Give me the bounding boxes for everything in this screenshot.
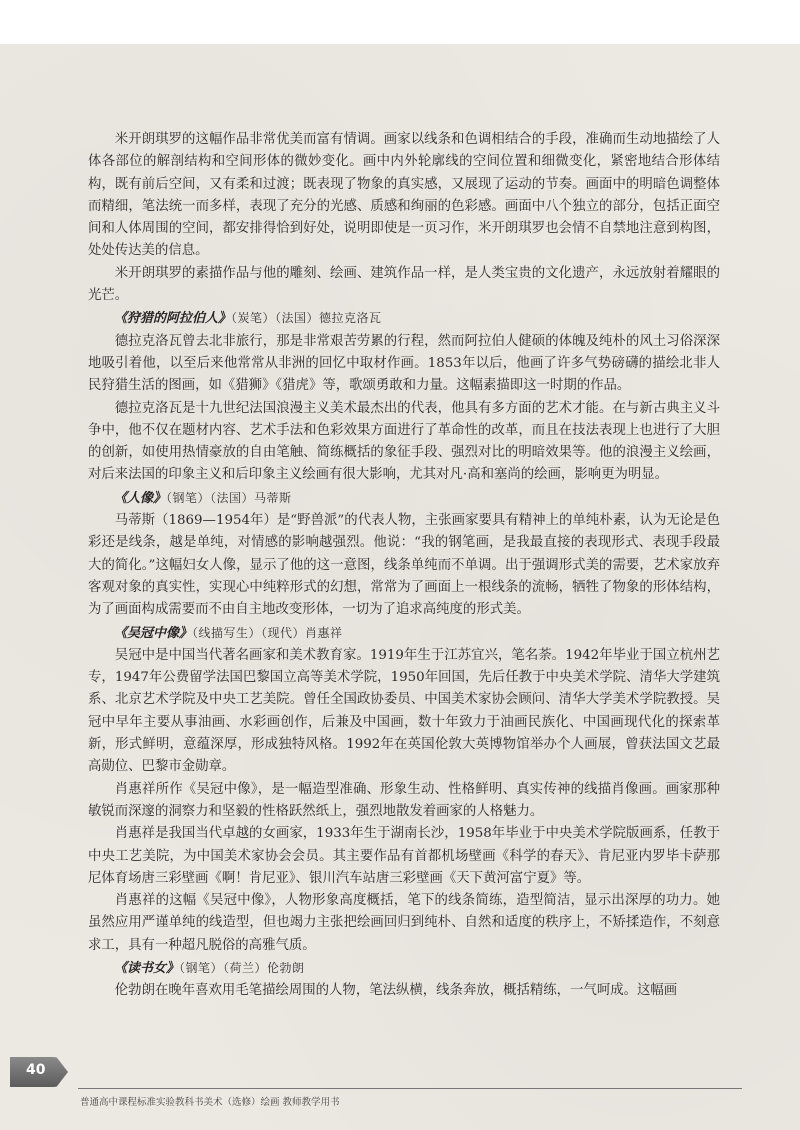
paragraph: 米开朗琪罗的素描作品与他的雕刻、绘画、建筑作品一样，是人类宝贵的文化遗产，永远放射着耀眼的光芒。	[88, 265, 720, 304]
paragraph: 德拉克洛瓦是十九世纪法国浪漫主义美术最杰出的代表，他具有多方面的艺术才能。在与新古典主义斗争中，他不仅在题材内容、艺术手法和色彩效果方面进行了革命性的改革，而且在技法表现上也进行了大胆的创新，如使用热情豪放的自由笔触、简练概括的象征手段、强烈对比的明暗效果等。他的浪漫主义绘画，对后来法国的印象主义和后印象主义绘画有很大影响，尤其对凡·高和塞尚的绘画，影响更为明显。	[88, 400, 720, 483]
footer-book-title: 普通高中课程标准实验教科书美术（选修）绘画 教师教学用书	[80, 1097, 340, 1108]
artwork-meta: （线描写生）（现代）肖惠祥	[192, 625, 343, 640]
page-number: 40	[26, 1062, 46, 1078]
paragraph: 马蒂斯（1869—1954年）是“野兽派”的代表人物，主张画家要具有精神上的单纯朴素，认为无论是色彩还是线条，越是单纯，对情感的影响越强烈。他说：“我的钢笔画，是我最直接的表现形式、表现手段最大的简化。”这幅妇女人像，显示了他的这一意图，线条单纯而不单调。出于强调形式美的需要，艺术家放弃客观对象的真实性，实现心中纯粹形式的幻想，常常为了画面上一根线条的流畅，牺牲了物象的形体结构，为了画面构成需要而不由自主地改变形体，一切为了追求高纯度的形式美。	[88, 513, 720, 618]
artwork-title: 《狩猎的阿拉伯人》	[114, 311, 232, 327]
artwork-meta: （炭笔）（法国）德拉克洛瓦	[231, 311, 382, 326]
paragraph: 肖惠祥是我国当代卓越的女画家，1933年生于湖南长沙，1958年毕业于中央美术学院版画系，任教于中央工艺美院，为中国美术家协会会员。其主要作品有首都机场壁画《科学的春天》、肯尼亚内罗毕卡萨那尼体育场唐三彩壁画《啊！肯尼亚》、银川汽车站唐三彩壁画《天下黄河富宁夏》等。	[88, 826, 720, 886]
artwork-heading	[88, 957, 720, 980]
paragraph: 肖惠祥所作《吴冠中像》，是一幅造型准确、形象生动、性格鲜明、真实传神的线描肖像画。画家那种敏锐而深邃的洞察力和坚毅的性格跃然纸上，强烈地散发着画家的人格魅力。	[88, 781, 720, 819]
footer-rule	[78, 1088, 742, 1089]
paragraph: 肖惠祥的这幅《吴冠中像》，人物形象高度概括，笔下的线条简练，造型简洁，显示出深厚的功力。她虽然应用严谨单纯的线造型，但也竭力主张把绘画回归到纯朴、自然和适度的秩序上，不矫揉造作，不刻意求工，具有一种超凡脱俗的高雅气质。	[88, 893, 720, 953]
artwork-title: 《人像》	[114, 490, 167, 506]
artwork-meta: （钢笔）（法国）马蒂斯	[166, 490, 292, 505]
artwork-title: 《读书女》	[114, 960, 180, 976]
artwork-heading	[88, 487, 720, 510]
paragraph: 吴冠中是中国当代著名画家和美术教育家。1919年生于江苏宜兴，笔名荼。1942年毕业于国立杭州艺专，1947年公费留学法国巴黎国立高等美术学院，1950年回国，先后任教于中央美术学院、清华大学建筑系、北京艺术学院及中央工艺美院。曾任全国政协委员、中国美术家协会顾问、清华大学美术学院教授。吴冠中早年主要从事油画、水彩画创作，后兼及中国画，数十年致力于油画民族化、中国画现代化的探索革新，形式鲜明，意蕴深厚，形成独特风格。1992年在英国伦敦大英博物馆举办个人画展，曾获法国文艺最高勋位、巴黎市金勋章。	[88, 647, 720, 775]
artwork-heading	[88, 622, 720, 645]
artwork-heading	[88, 307, 720, 330]
paragraph: 伦勃朗在晚年喜欢用毛笔描绘周围的人物，笔法纵横，线条奔放，概括精练，一气呵成。这幅画	[114, 983, 678, 999]
page-body	[88, 129, 720, 1003]
paragraph: 德拉克洛瓦曾去北非旅行，那是非常艰苦劳累的行程，然而阿拉伯人健硕的体魄及纯朴的风土习俗深深地吸引着他，以至后来他常常从非洲的回忆中取材作画。1853年以后，他画了许多气势磅礴的描绘北非人民狩猎生活的图画，如《猎狮》《猎虎》等，歌颂勇敢和力量。这幅素描即这一时期的作品。	[88, 333, 720, 394]
top-margin	[0, 0, 800, 44]
paragraph: 米开朗琪罗的这幅作品非常优美而富有情调。画家以线条和色调相结合的手段，准确而生动地描绘了人体各部位的解剖结构和空间形体的微妙变化。画中内外轮廓线的空间位置和细微变化，紧密地结合形体结构，既有前后空间，又有柔和过渡；既表现了物象的真实感，又展现了运动的节奏。画面中的明暗色调整体而精细，笔法统一而多样，表现了充分的光感、质感和绚丽的色彩感。画面中八个独立的部分，包括正面空间和人体周围的空间，都安排得恰到好处，说明即使是一页习作，米开朗琪罗也会情不自禁地注意到构图，处处传达美的信息。	[88, 132, 720, 259]
artwork-title: 《吴冠中像》	[114, 625, 193, 641]
artwork-meta: （钢笔）（荷兰）伦勃朗	[179, 960, 305, 975]
